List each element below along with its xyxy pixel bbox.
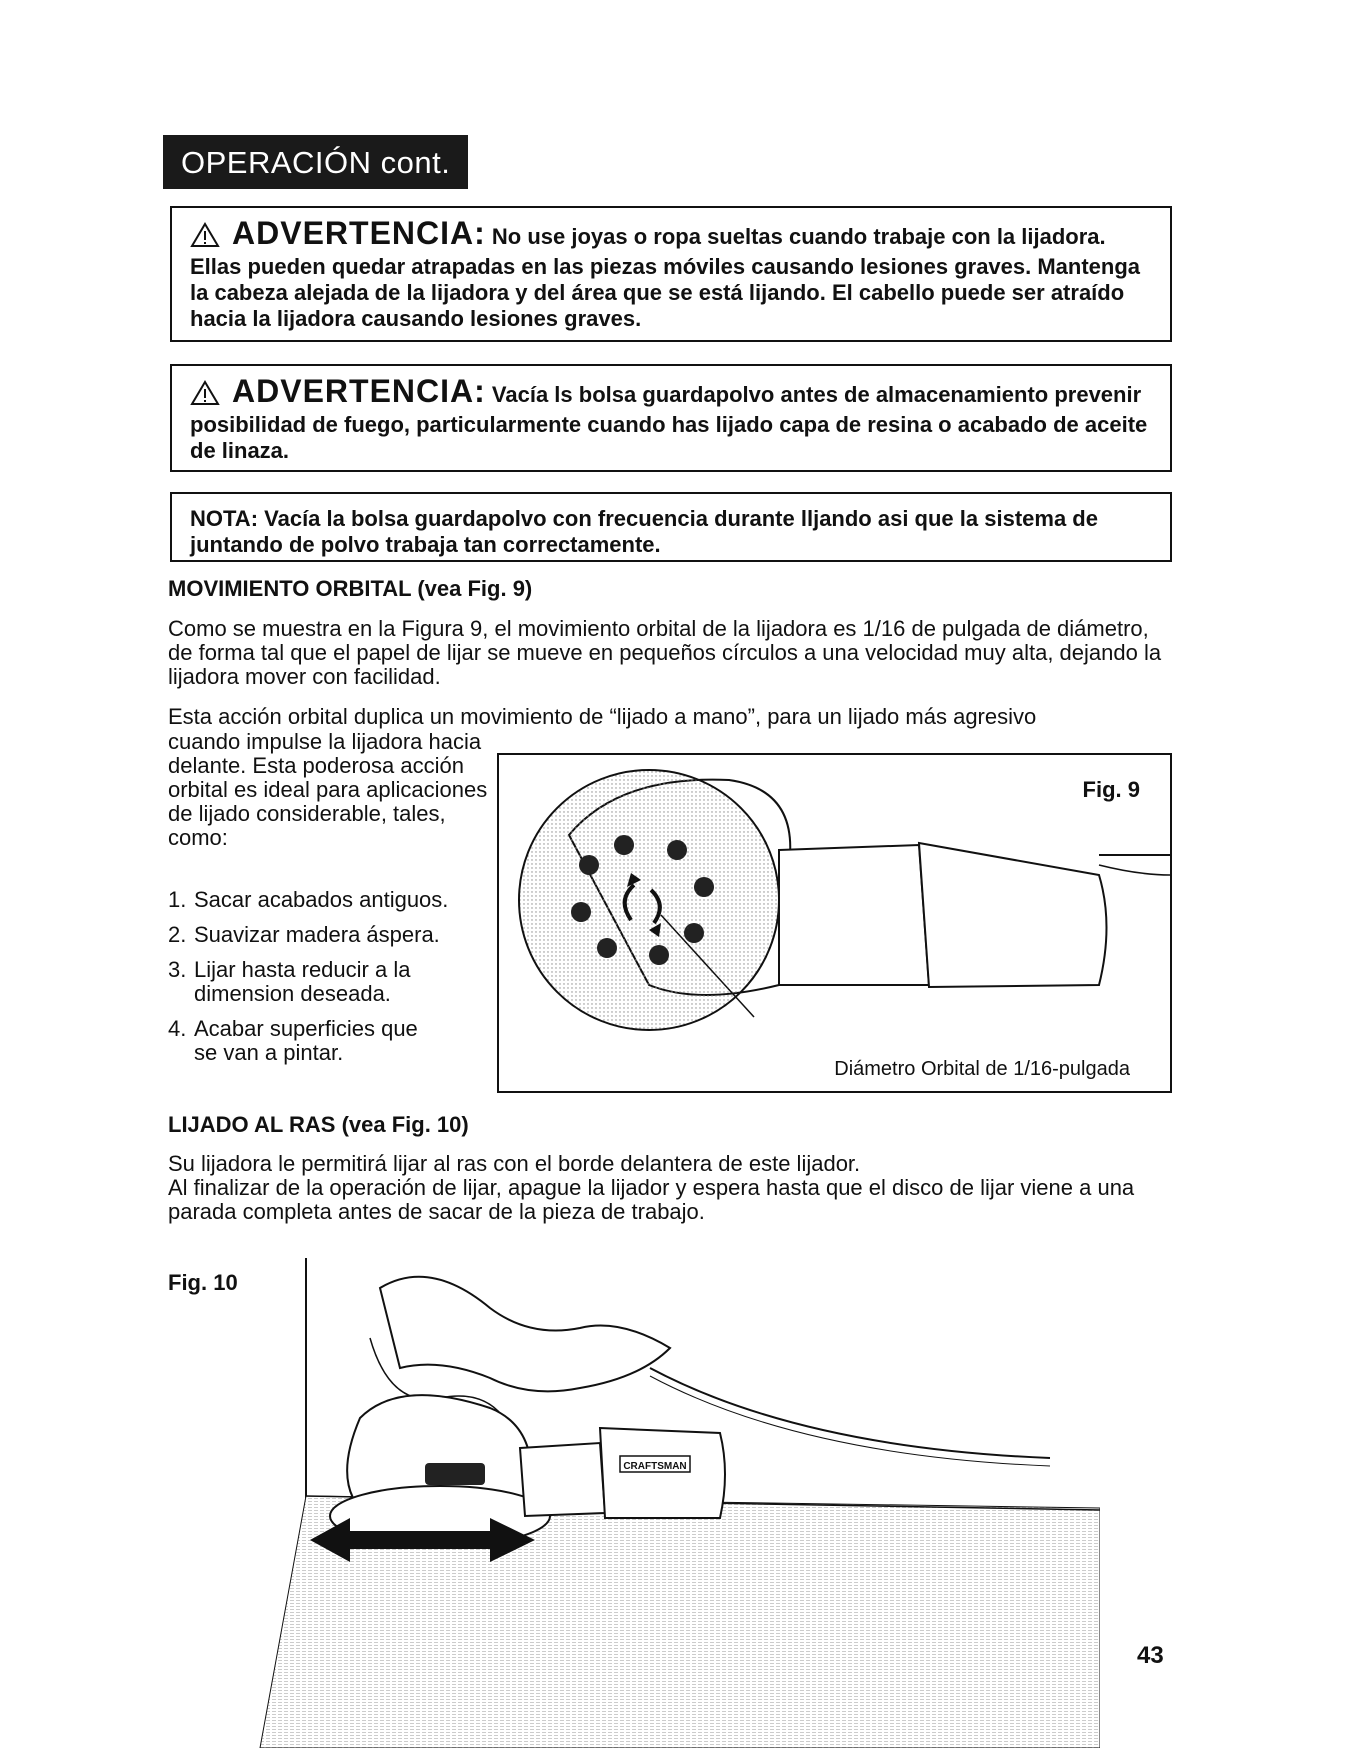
list-item: 3. Lijar hasta reducir a la dimension deseada. [168,957,411,1006]
orbital-heading: MOVIMIENTO ORBITAL (vea Fig. 9) [168,576,533,601]
note-text: NOTA: Vacía la bolsa guardapolvo con frecuencia durante lljando asi que la sistema de juntando de polvo trabaja tan correctamente. [190,506,1098,557]
list-item: 4. Acabar superficies que se van a pintar. [168,1016,418,1065]
list-item: 1. Sacar acabados antiguos. [168,887,449,912]
application-list [168,888,498,1076]
warning-triangle-icon [190,222,220,254]
warning-text: No use joyas o ropa sueltas cuando trabaje con la lijadora. Ellas pueden quedar atrapadas en las piezas móviles causando lesiones graves. Mantenga la cabeza alejada de la lijadora y del área que se está lijando. El cabello puede ser atraído hacia la lijadora causando lesiones graves. [190,224,1141,331]
orbital-paragraph-2-line-1: Esta acción orbital duplica un movimiento de “lijado a mano”, para un lijado más agresivo [168,704,1037,729]
list-item: 2. Suavizar madera áspera. [168,922,440,947]
warning-heading: ADVERTENCIA: [232,373,486,409]
page-number: 43 [1137,1642,1164,1669]
figure-9 [497,753,1172,1093]
section-title: OPERACIÓN cont. [163,135,468,189]
warning-heading: ADVERTENCIA: [232,215,486,251]
orbital-paragraph-1: Como se muestra en la Figura 9, el movimiento orbital de la lijadora es 1/16 de pulgada de diámetro, de forma tal que el papel de lijar se mueve en pequeños círculos a una velocidad muy alta, dejando la lijadora mover con facilidad. [168,616,1162,689]
brand-label: CRAFTSMAN [623,1461,687,1472]
figure-9-label: Fig. 9 [1082,777,1140,802]
sander-orbital-illustration [499,755,1170,1091]
warning-triangle-icon [190,380,220,412]
figure-10-label: Fig. 10 [168,1270,238,1295]
orbital-paragraph-2-rest: cuando impulse la lijadora hacia delante. Esta poderosa acción orbital es ideal para aplicaciones de lijado considerable, tales, como: [168,729,488,850]
warning-box-dust-bag [170,364,1172,472]
note-box [170,492,1172,562]
flush-sanding-paragraph: Su lijadora le permitirá lijar al ras con el borde delantera de este lijador. Al finalizar de la operación de lijar, apague la lijador y espera hasta que el disco de lijar viene a una parada completa antes de sacar de la pieza de trabajo. [168,1151,1135,1224]
warning-box-jewelry [170,206,1172,342]
figure-10-illustration [200,1248,1100,1748]
flush-sanding-heading: LIJADO AL RAS (vea Fig. 10) [168,1112,469,1137]
warning-text: Vacía ls bolsa guardapolvo antes de almacenamiento prevenir posibilidad de fuego, particularmente cuando has lijado capa de resina o acabado de aceite de linaza. [190,382,1148,463]
figure-9-caption: Diámetro Orbital de 1/16-pulgada [834,1058,1130,1080]
